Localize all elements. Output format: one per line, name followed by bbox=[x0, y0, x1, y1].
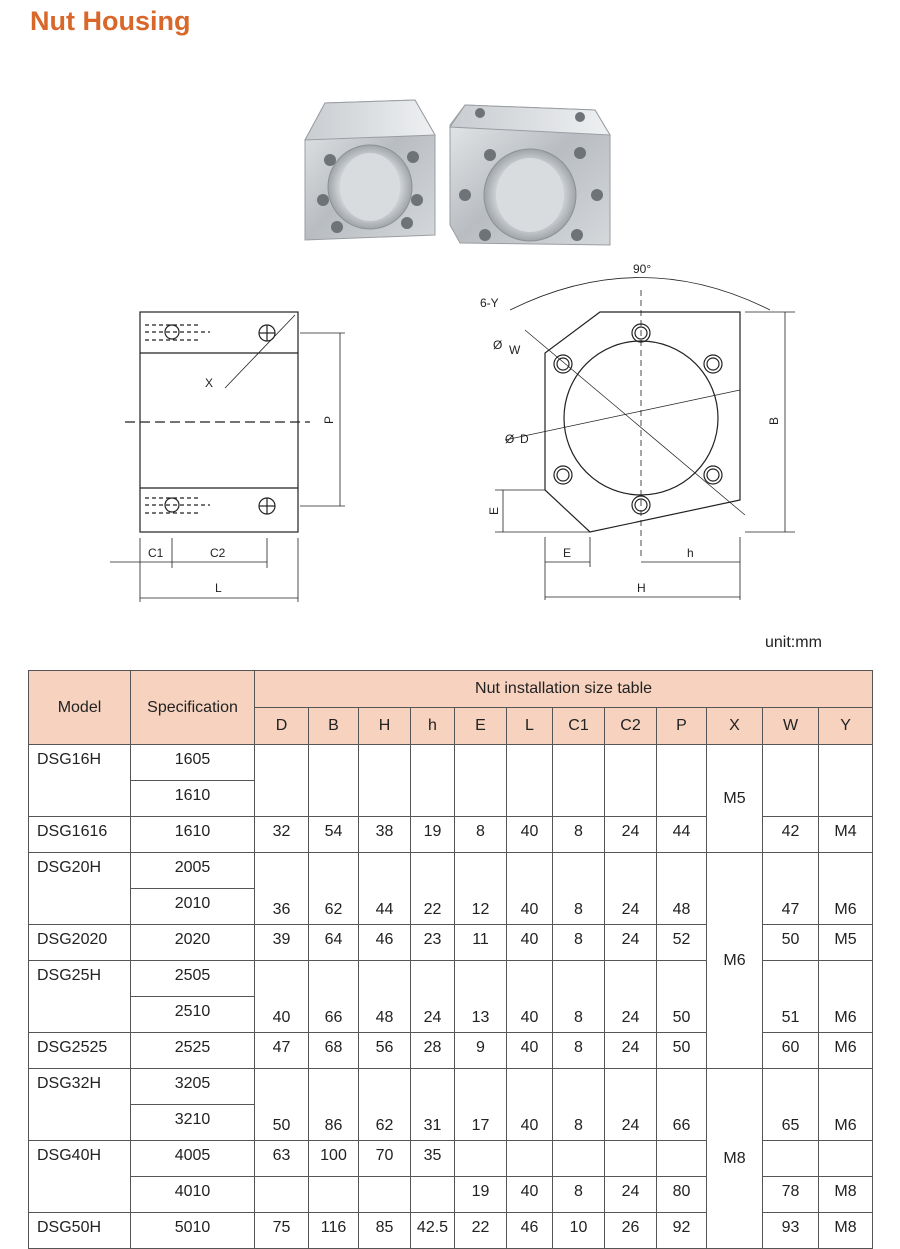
cell-h: 38 bbox=[359, 817, 411, 853]
cell-x: M6 bbox=[707, 853, 763, 1069]
nut-housing-photo bbox=[285, 95, 615, 250]
cell-h bbox=[411, 745, 455, 817]
cell-e: 19 bbox=[455, 1177, 507, 1213]
header-col: P bbox=[657, 708, 707, 745]
cell-e: 9 bbox=[455, 1033, 507, 1069]
cell-p: 80 bbox=[657, 1177, 707, 1213]
table-body bbox=[29, 745, 873, 1249]
cell-e: 12 bbox=[455, 853, 507, 925]
cell-b: 68 bbox=[309, 1033, 359, 1069]
cell-y: M8 bbox=[819, 1177, 873, 1213]
cell-l: 40 bbox=[507, 1069, 553, 1141]
cell-spec: 4005 bbox=[131, 1141, 255, 1177]
header-col: E bbox=[455, 708, 507, 745]
cell-w: 93 bbox=[763, 1213, 819, 1249]
cell-d: 40 bbox=[255, 961, 309, 1033]
cell-w: 65 bbox=[763, 1069, 819, 1141]
cell-y bbox=[819, 745, 873, 817]
cell-b: 64 bbox=[309, 925, 359, 961]
cell-y bbox=[819, 1141, 873, 1177]
cell-c1: 8 bbox=[553, 1033, 605, 1069]
cell-e bbox=[455, 1141, 507, 1177]
cell-w: 78 bbox=[763, 1177, 819, 1213]
cell-p: 50 bbox=[657, 1033, 707, 1069]
header-col: C1 bbox=[553, 708, 605, 745]
cell-p: 44 bbox=[657, 817, 707, 853]
cell-c2: 24 bbox=[605, 1177, 657, 1213]
cell-b: 100 bbox=[309, 1141, 359, 1177]
cell-d: 36 bbox=[255, 853, 309, 925]
cell-spec: 5010 bbox=[131, 1213, 255, 1249]
cell-model: DSG32H bbox=[29, 1069, 131, 1141]
cell-x: M8 bbox=[707, 1069, 763, 1249]
label-c1: C1 bbox=[148, 546, 164, 560]
cell-h: 19 bbox=[411, 817, 455, 853]
table-row bbox=[29, 853, 873, 889]
cell-l: 40 bbox=[507, 925, 553, 961]
cell-l: 40 bbox=[507, 961, 553, 1033]
cell-spec: 2010 bbox=[131, 889, 255, 925]
cell-h: 35 bbox=[411, 1141, 455, 1177]
cell-c2 bbox=[605, 1141, 657, 1177]
cell-spec: 1610 bbox=[131, 817, 255, 853]
cell-w: 50 bbox=[763, 925, 819, 961]
cell-h: 24 bbox=[411, 961, 455, 1033]
cell-c2: 24 bbox=[605, 817, 657, 853]
cell-e: 11 bbox=[455, 925, 507, 961]
cell-spec: 2020 bbox=[131, 925, 255, 961]
cell-d: 39 bbox=[255, 925, 309, 961]
label-c2: C2 bbox=[210, 546, 226, 560]
cell-model: DSG16H bbox=[29, 745, 131, 817]
cell-p: 52 bbox=[657, 925, 707, 961]
diameter-d-label bbox=[505, 432, 529, 446]
cell-h: 85 bbox=[359, 1213, 411, 1249]
nut-size-table bbox=[28, 670, 873, 1249]
diameter-w-label bbox=[493, 338, 521, 357]
side-view-drawing bbox=[100, 300, 360, 615]
cell-h: 28 bbox=[411, 1033, 455, 1069]
table-row bbox=[29, 745, 873, 781]
cell-h: 44 bbox=[359, 853, 411, 925]
label-e: E bbox=[563, 546, 572, 560]
cell-d bbox=[255, 1177, 309, 1213]
cell-c2: 24 bbox=[605, 1069, 657, 1141]
cell-d: 32 bbox=[255, 817, 309, 853]
cell-c2 bbox=[605, 745, 657, 817]
cell-h: 31 bbox=[411, 1069, 455, 1141]
cell-c1: 10 bbox=[553, 1213, 605, 1249]
cell-y: M5 bbox=[819, 925, 873, 961]
cell-model: DSG50H bbox=[29, 1213, 131, 1249]
cell-h: 62 bbox=[359, 1069, 411, 1141]
cell-y: M6 bbox=[819, 1069, 873, 1141]
svg-text:Ø: Ø bbox=[493, 338, 503, 352]
cell-model: DSG40H bbox=[29, 1141, 131, 1213]
cell-y: M4 bbox=[819, 817, 873, 853]
label-d: D bbox=[520, 432, 529, 446]
cell-w: 47 bbox=[763, 853, 819, 925]
header-model: Model bbox=[29, 671, 131, 745]
cell-spec: 3205 bbox=[131, 1069, 255, 1105]
cell-e: 13 bbox=[455, 961, 507, 1033]
cell-c1: 8 bbox=[553, 1069, 605, 1141]
cell-c1: 8 bbox=[553, 853, 605, 925]
cell-d bbox=[255, 745, 309, 817]
label-h-big: H bbox=[637, 581, 646, 595]
cell-p: 92 bbox=[657, 1213, 707, 1249]
cell-d: 75 bbox=[255, 1213, 309, 1249]
header-col: W bbox=[763, 708, 819, 745]
cell-b bbox=[309, 1177, 359, 1213]
cell-model: DSG25H bbox=[29, 961, 131, 1033]
cell-h bbox=[411, 1177, 455, 1213]
label-e-vertical: E bbox=[487, 506, 501, 515]
cell-c1: 8 bbox=[553, 925, 605, 961]
left-housing-image bbox=[305, 100, 435, 240]
cell-h: 70 bbox=[359, 1141, 411, 1177]
cell-x: M5 bbox=[707, 745, 763, 853]
cell-l: 40 bbox=[507, 1033, 553, 1069]
cell-spec: 3210 bbox=[131, 1105, 255, 1141]
front-view-drawing bbox=[465, 255, 805, 610]
cell-d: 50 bbox=[255, 1069, 309, 1141]
cell-spec: 2510 bbox=[131, 997, 255, 1033]
cell-spec: 4010 bbox=[131, 1177, 255, 1213]
cell-l bbox=[507, 745, 553, 817]
cell-e: 8 bbox=[455, 817, 507, 853]
cell-b: 116 bbox=[309, 1213, 359, 1249]
cell-e: 22 bbox=[455, 1213, 507, 1249]
table-row bbox=[29, 1069, 873, 1105]
label-p: P bbox=[322, 415, 336, 424]
cell-c1 bbox=[553, 745, 605, 817]
cell-b: 86 bbox=[309, 1069, 359, 1141]
cell-b: 66 bbox=[309, 961, 359, 1033]
label-angle: 90° bbox=[633, 262, 652, 276]
cell-model: DSG1616 bbox=[29, 817, 131, 853]
label-b: B bbox=[767, 416, 781, 425]
cell-d: 47 bbox=[255, 1033, 309, 1069]
cell-h: 42.5 bbox=[411, 1213, 455, 1249]
header-col: Y bbox=[819, 708, 873, 745]
cell-h: 23 bbox=[411, 925, 455, 961]
unit-label: unit:mm bbox=[765, 634, 822, 651]
cell-p bbox=[657, 745, 707, 817]
header-col: C2 bbox=[605, 708, 657, 745]
cell-l: 40 bbox=[507, 817, 553, 853]
right-housing-image bbox=[450, 105, 610, 245]
cell-w bbox=[763, 1141, 819, 1177]
cell-p: 48 bbox=[657, 853, 707, 925]
header-col: H bbox=[359, 708, 411, 745]
cell-l bbox=[507, 1141, 553, 1177]
cell-w: 51 bbox=[763, 961, 819, 1033]
cell-b bbox=[309, 745, 359, 817]
label-w: W bbox=[509, 343, 521, 357]
cell-y: M8 bbox=[819, 1213, 873, 1249]
cell-c2: 24 bbox=[605, 1033, 657, 1069]
cell-spec: 1605 bbox=[131, 745, 255, 781]
cell-l: 40 bbox=[507, 853, 553, 925]
cell-b: 62 bbox=[309, 853, 359, 925]
cell-h bbox=[359, 745, 411, 817]
header-col: L bbox=[507, 708, 553, 745]
cell-spec: 2525 bbox=[131, 1033, 255, 1069]
cell-c2: 24 bbox=[605, 853, 657, 925]
cell-p: 66 bbox=[657, 1069, 707, 1141]
cell-model: DSG20H bbox=[29, 853, 131, 925]
svg-text:Ø: Ø bbox=[505, 432, 515, 446]
label-h-small: h bbox=[687, 546, 694, 560]
label-x: X bbox=[205, 376, 214, 390]
cell-h: 48 bbox=[359, 961, 411, 1033]
cell-y: M6 bbox=[819, 853, 873, 925]
cell-h: 56 bbox=[359, 1033, 411, 1069]
cell-w: 42 bbox=[763, 817, 819, 853]
cell-c2: 24 bbox=[605, 925, 657, 961]
header-col: X bbox=[707, 708, 763, 745]
header-col: D bbox=[255, 708, 309, 745]
header-group: Nut installation size table bbox=[255, 671, 873, 708]
cell-c1 bbox=[553, 1141, 605, 1177]
cell-y: M6 bbox=[819, 961, 873, 1033]
cell-b: 54 bbox=[309, 817, 359, 853]
cell-p bbox=[657, 1141, 707, 1177]
cell-l: 40 bbox=[507, 1177, 553, 1213]
cell-c2: 24 bbox=[605, 961, 657, 1033]
cell-spec: 2505 bbox=[131, 961, 255, 997]
cell-c1: 8 bbox=[553, 961, 605, 1033]
cell-c2: 26 bbox=[605, 1213, 657, 1249]
cell-model: DSG2525 bbox=[29, 1033, 131, 1069]
cell-e bbox=[455, 745, 507, 817]
cell-model: DSG2020 bbox=[29, 925, 131, 961]
label-6y: 6-Y bbox=[480, 296, 499, 310]
cell-spec: 2005 bbox=[131, 853, 255, 889]
page-title: Nut Housing bbox=[30, 6, 191, 36]
cell-y: M6 bbox=[819, 1033, 873, 1069]
cell-w bbox=[763, 745, 819, 817]
cell-c1: 8 bbox=[553, 1177, 605, 1213]
cell-e: 17 bbox=[455, 1069, 507, 1141]
label-l: L bbox=[215, 581, 222, 595]
cell-c1: 8 bbox=[553, 817, 605, 853]
cell-p: 50 bbox=[657, 961, 707, 1033]
header-col: B bbox=[309, 708, 359, 745]
cell-d: 63 bbox=[255, 1141, 309, 1177]
cell-w: 60 bbox=[763, 1033, 819, 1069]
cell-h bbox=[359, 1177, 411, 1213]
cell-spec: 1610 bbox=[131, 781, 255, 817]
cell-l: 46 bbox=[507, 1213, 553, 1249]
cell-h: 46 bbox=[359, 925, 411, 961]
cell-h: 22 bbox=[411, 853, 455, 925]
header-col: h bbox=[411, 708, 455, 745]
header-specification: Specification bbox=[131, 671, 255, 745]
